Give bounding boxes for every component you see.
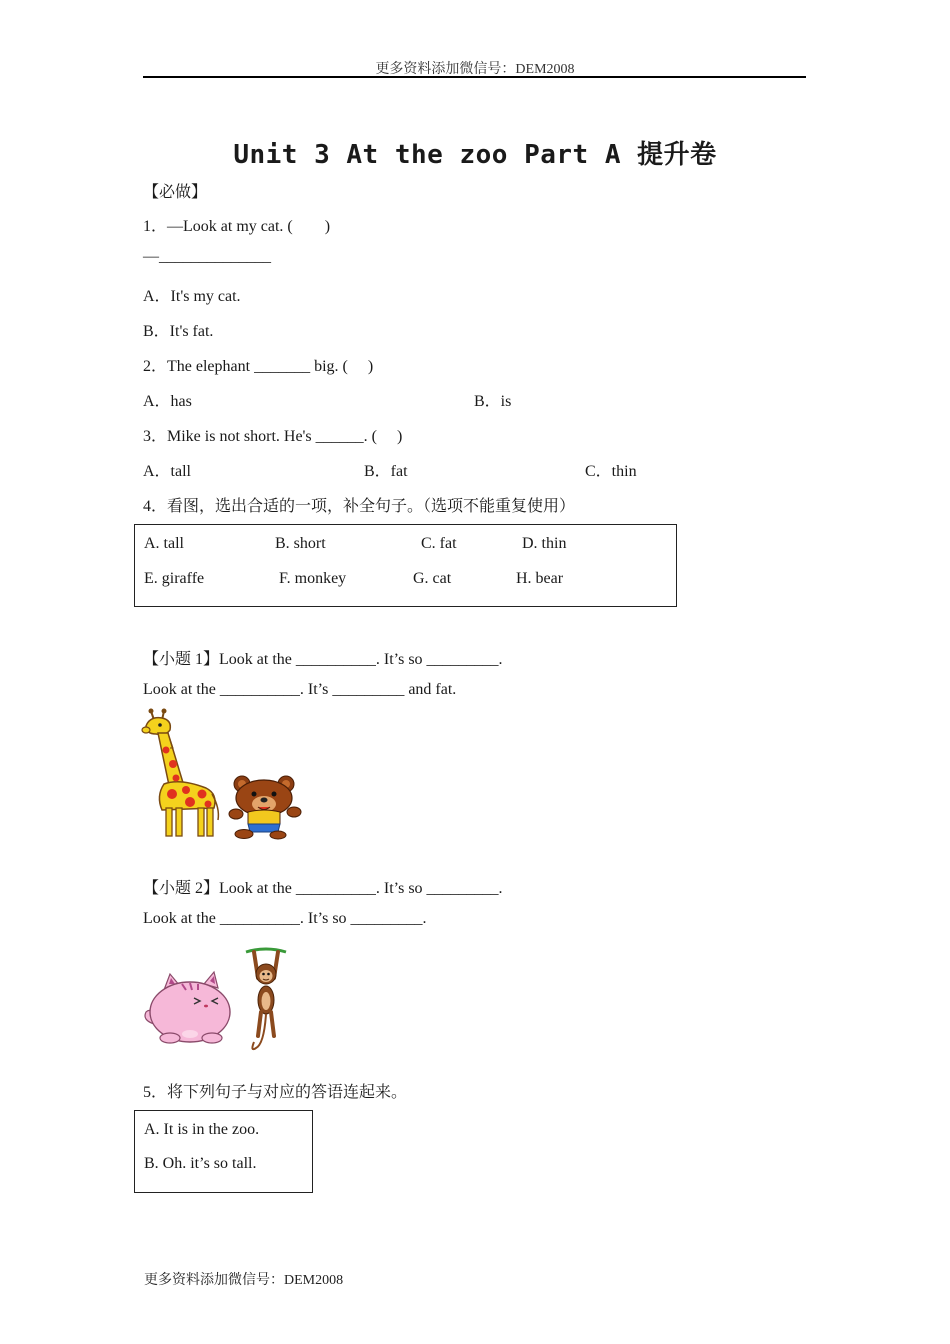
header-rule xyxy=(143,76,806,78)
q5-sentence-box xyxy=(134,1110,313,1193)
bear-illustration xyxy=(228,774,304,840)
q5-stem: 5．将下列句子与对应的答语连起来。 xyxy=(143,1084,408,1101)
page-footer: 更多资料添加微信号：DEM2008 xyxy=(144,1273,344,1288)
q4-choice-a: A. tall xyxy=(144,535,184,552)
q4-choice-f: F. monkey xyxy=(279,570,347,587)
q2-option-a: A．has xyxy=(143,393,192,410)
q4-choice-b: B. short xyxy=(275,535,326,552)
section-label: 【必做】 xyxy=(143,184,208,201)
q4-sub1-line1: 【小题 1】Look at the __________. It’s so _________. xyxy=(143,651,503,668)
q5-item-b: B. Oh. it’s so tall. xyxy=(144,1155,257,1172)
q1-option-a: A．It's my cat. xyxy=(143,288,241,305)
q4-sub2-line1: 【小题 2】Look at the __________. It’s so _________. xyxy=(143,880,503,897)
q3-option-a: A．tall xyxy=(143,463,191,480)
q1-stem: 1．—Look at my cat. ( ) xyxy=(143,218,331,235)
page-header: 更多资料添加微信号：DEM2008 xyxy=(375,62,575,77)
page-title: Unit 3 At the zoo Part A 提升卷 xyxy=(233,140,717,170)
q4-choice-g: G. cat xyxy=(413,570,452,587)
q1-option-b: B．It's fat. xyxy=(143,323,214,340)
q4-stem: 4．看图，选出合适的一项，补全句子。（选项不能重复使用） xyxy=(143,498,576,515)
q3-option-b: B．fat xyxy=(364,463,408,480)
q4-choice-c: C. fat xyxy=(421,535,457,552)
q3-option-c: C．thin xyxy=(585,463,637,480)
q3-stem: 3．Mike is not short. He's ______. ( ) xyxy=(143,428,403,445)
cat-illustration xyxy=(142,968,236,1044)
q4-sub2-line2: Look at the __________. It’s so _________. xyxy=(143,910,427,927)
q4-sub1-line2: Look at the __________. It’s _________ and fat. xyxy=(143,681,457,698)
q2-option-b: B．is xyxy=(474,393,512,410)
giraffe-illustration xyxy=(140,708,225,840)
monkey-illustration xyxy=(244,944,288,1056)
q4-choice-h: H. bear xyxy=(516,570,564,587)
q5-item-a: A. It is in the zoo. xyxy=(144,1121,260,1138)
q4-choice-e: E. giraffe xyxy=(144,570,205,587)
q4-choice-box xyxy=(134,524,677,607)
q4-choice-d: D. thin xyxy=(522,535,567,552)
q2-stem: 2．The elephant _______ big. ( ) xyxy=(143,358,374,375)
q1-answer-line: —______________ xyxy=(143,248,271,265)
